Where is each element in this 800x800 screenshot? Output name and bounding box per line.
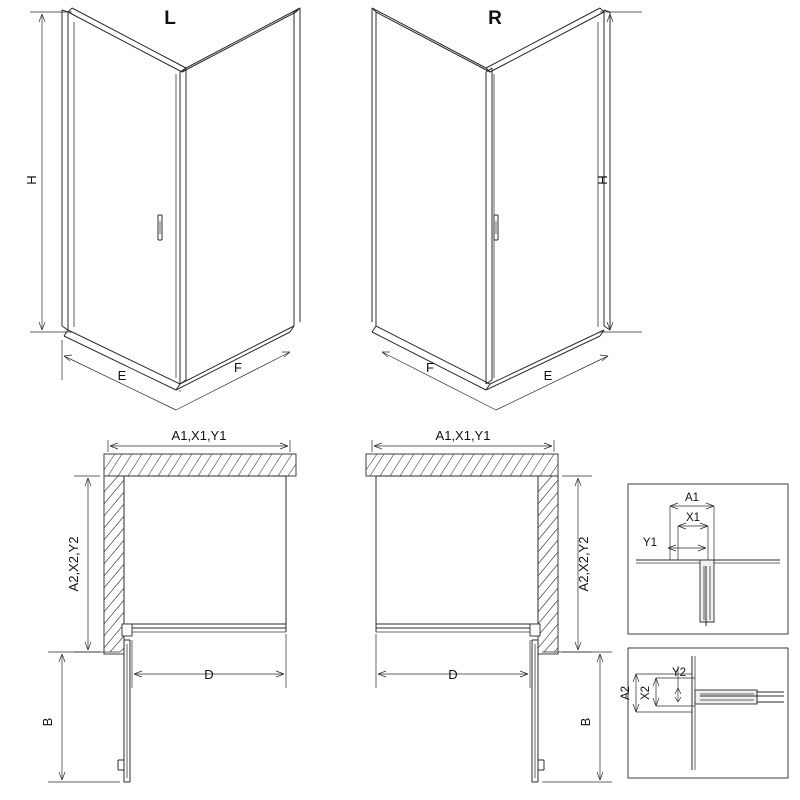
iso-left-bottom-label-e: E (117, 368, 127, 383)
plan-left-depth-label: B (40, 717, 55, 727)
plan-right-depth-label: B (578, 717, 593, 727)
plan-right-side-dim-label: A2,X2,Y2 (576, 536, 591, 592)
detail-upper-label-y1: Y1 (642, 537, 657, 549)
detail-upper-label-x1: X1 (685, 512, 701, 524)
iso-right-height-label: H (595, 175, 610, 185)
detail-lower-label-x2: X2 (640, 685, 652, 701)
plan-left-top-dim-label: A1,X1,Y1 (171, 428, 227, 443)
iso-left-group (24, 8, 300, 410)
plan-left-group (40, 428, 296, 782)
plan-right-group (366, 428, 612, 782)
iso-right-title: R (488, 8, 502, 29)
iso-right-group (372, 8, 642, 410)
plan-left-side-dim-label: A2,X2,Y2 (66, 536, 81, 592)
detail-lower-label-a2: A2 (620, 685, 632, 701)
iso-left-bottom-label-f: F (234, 360, 242, 375)
iso-right-bottom-label-e: E (543, 368, 553, 383)
plan-right-door-label: D (448, 667, 458, 682)
detail-upper-label-a1: A1 (684, 492, 700, 504)
detail-upper-group (628, 484, 788, 634)
iso-right-bottom-label-f: F (426, 360, 434, 375)
detail-lower-label-y2: Y2 (672, 667, 687, 679)
plan-left-door-label: D (204, 667, 214, 682)
detail-lower-group (620, 648, 788, 778)
plan-right-top-dim-label: A1,X1,Y1 (435, 428, 491, 443)
iso-left-height-label: H (24, 175, 39, 185)
iso-left-title: L (164, 8, 176, 29)
